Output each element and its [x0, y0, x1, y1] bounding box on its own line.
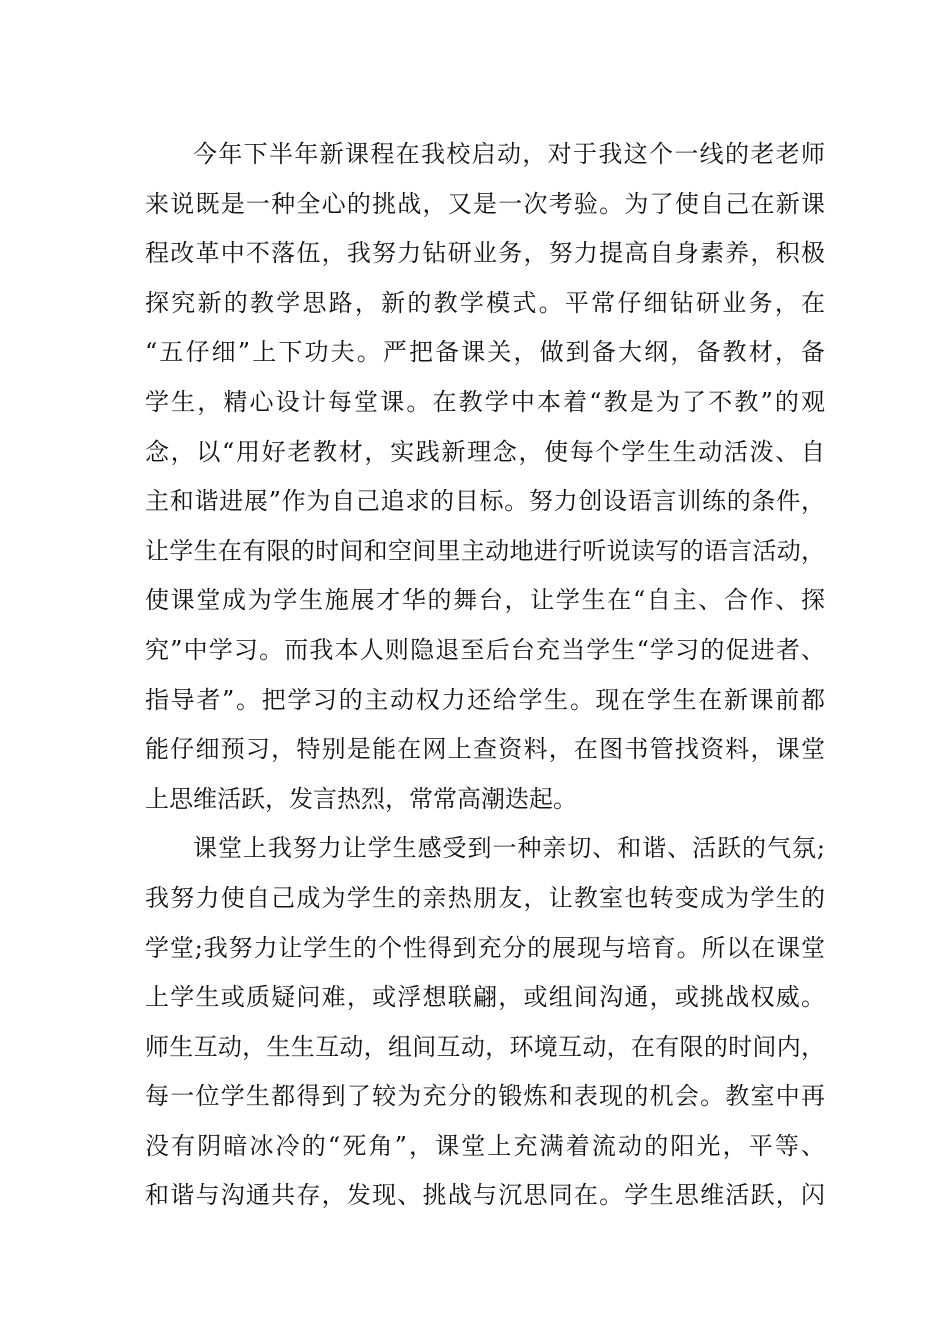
text-line: 探究新的教学思路，新的教学模式。平常仔细钻研业务，在: [145, 288, 825, 317]
text-line: 每一位学生都得到了较为充分的锻炼和表现的机会。教室中再: [145, 1082, 825, 1111]
paragraph-2: [145, 824, 825, 1221]
text-line: 指导者”。把学习的主动权力还给学生。现在学生在新课前都: [145, 685, 825, 714]
text-line: 今年下半年新课程在我校启动，对于我这个一线的老老师: [193, 140, 825, 168]
text-line: 学堂;我努力让学生的个性得到充分的展现与培育。所以在课堂: [145, 933, 825, 962]
text-line: 没有阴暗冰冷的“死角”，课堂上充满着流动的阳光，平等、: [145, 1131, 825, 1160]
text-line: 程改革中不落伍，我努力钻研业务，努力提高自身素养，积极: [145, 239, 825, 268]
text-line: 上学生或质疑问难，或浮想联翩，或组间沟通，或挑战权威。: [145, 983, 825, 1012]
text-line: “五仔细”上下功夫。严把备课关，做到备大纲，备教材，备: [145, 338, 825, 367]
text-line: 我努力使自己成为学生的亲热朋友，让教室也转变成为学生的: [145, 883, 825, 912]
text-line: 学生，精心设计每堂课。在教学中本着“教是为了不教”的观: [145, 387, 825, 416]
paragraph-1: [145, 130, 825, 824]
text-line: 使课堂成为学生施展才华的舞台，让学生在“自主、合作、探: [145, 586, 825, 615]
text-line: 让学生在有限的时间和空间里主动地进行听说读写的语言活动，: [145, 536, 825, 565]
text-line: 上思维活跃，发言热烈，常常高潮迭起。: [145, 784, 577, 813]
text-line: 来说既是一种全心的挑战，又是一次考验。为了使自己在新课: [145, 189, 825, 218]
text-line: 师生互动，生生互动，组间互动，环境互动，在有限的时间内，: [145, 1032, 825, 1061]
body-text: [145, 130, 825, 1221]
text-line: 课堂上我努力让学生感受到一种亲切、和谐、活跃的气氛;: [193, 834, 825, 863]
text-line: 和谐与沟通共存，发现、挑战与沉思同在。学生思维活跃，闪: [145, 1181, 825, 1210]
text-line: 究”中学习。而我本人则隐退至后台充当学生“学习的促进者、: [145, 635, 825, 664]
text-line: 能仔细预习，特别是能在网上查资料，在图书管找资料，课堂: [145, 735, 825, 764]
text-line: 念，以“用好老教材，实践新理念，使每个学生生动活泼、自: [145, 437, 825, 466]
text-line: 主和谐进展”作为自己追求的目标。努力创设语言训练的条件，: [145, 487, 825, 516]
